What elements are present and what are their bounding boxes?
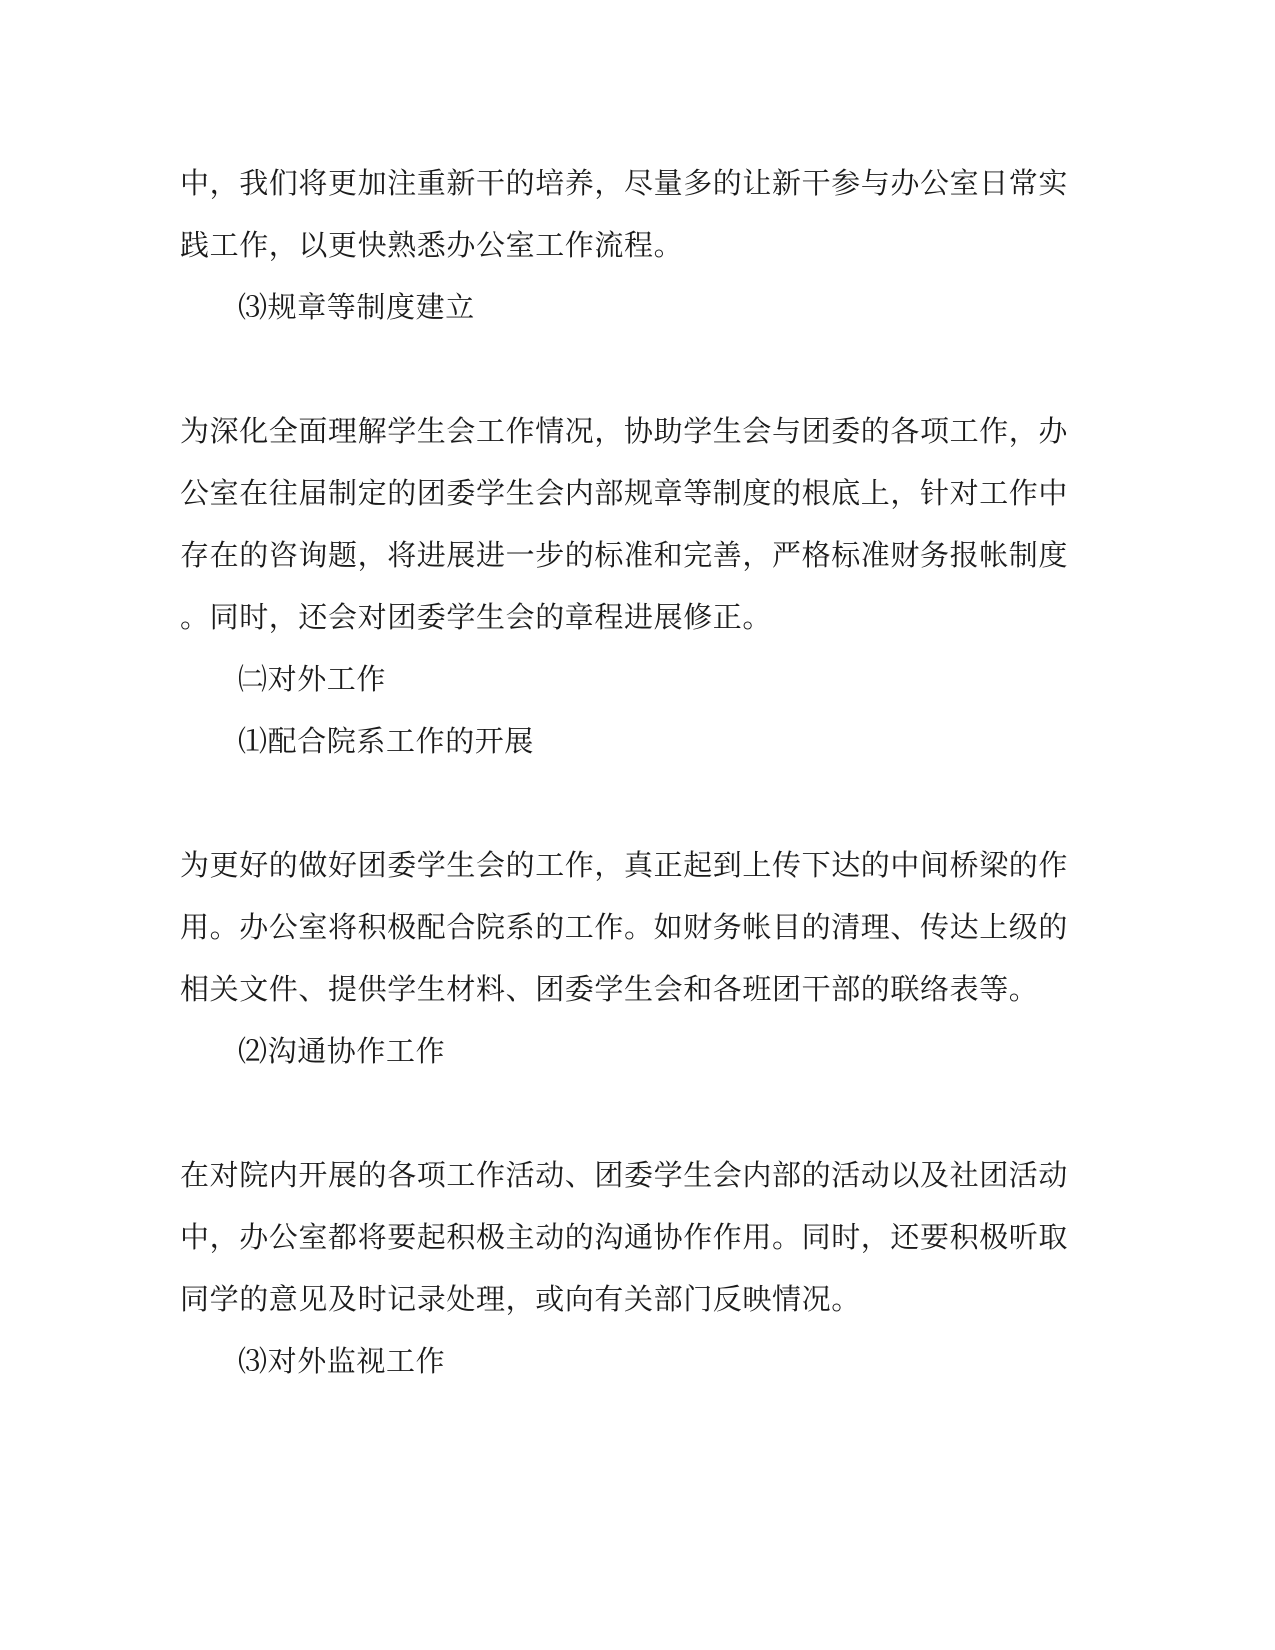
body-text-line: 公室在往届制定的团委学生会内部规章等制度的根底上，针对工作中 bbox=[180, 476, 1069, 510]
body-text-line: 。同时，还会对团委学生会的章程进展修正。 bbox=[180, 600, 773, 634]
body-text-line: 中，办公室都将要起积极主动的沟通协作作用。同时，还要积极听取 bbox=[180, 1220, 1069, 1254]
body-text-line: 为深化全面理解学生会工作情况，协助学生会与团委的各项工作，办 bbox=[180, 414, 1069, 448]
section-heading: ⑵沟通协作工作 bbox=[238, 1034, 446, 1068]
body-text-line: 用。办公室将积极配合院系的工作。如财务帐目的清理、传达上级的 bbox=[180, 910, 1069, 944]
body-text-line: 践工作，以更快熟悉办公室工作流程。 bbox=[180, 228, 684, 262]
body-text-line: 在对院内开展的各项工作活动、团委学生会内部的活动以及社团活动 bbox=[180, 1158, 1069, 1192]
body-text-line: 同学的意见及时记录处理，或向有关部门反映情况。 bbox=[180, 1282, 861, 1316]
section-heading: ⑴配合院系工作的开展 bbox=[238, 724, 535, 758]
section-heading: ⑶对外监视工作 bbox=[238, 1344, 446, 1378]
section-heading: ⑶规章等制度建立 bbox=[238, 290, 475, 324]
body-text-line: 相关文件、提供学生材料、团委学生会和各班团干部的联络表等。 bbox=[180, 972, 1039, 1006]
body-text-line: 中，我们将更加注重新干的培养，尽量多的让新干参与办公室日常实 bbox=[180, 166, 1069, 200]
body-text-line: 为更好的做好团委学生会的工作，真正起到上传下达的中间桥梁的作 bbox=[180, 848, 1069, 882]
body-text-line: 存在的咨询题，将进展进一步的标准和完善，严格标准财务报帐制度 bbox=[180, 538, 1069, 572]
section-heading: ㈡对外工作 bbox=[238, 662, 387, 696]
